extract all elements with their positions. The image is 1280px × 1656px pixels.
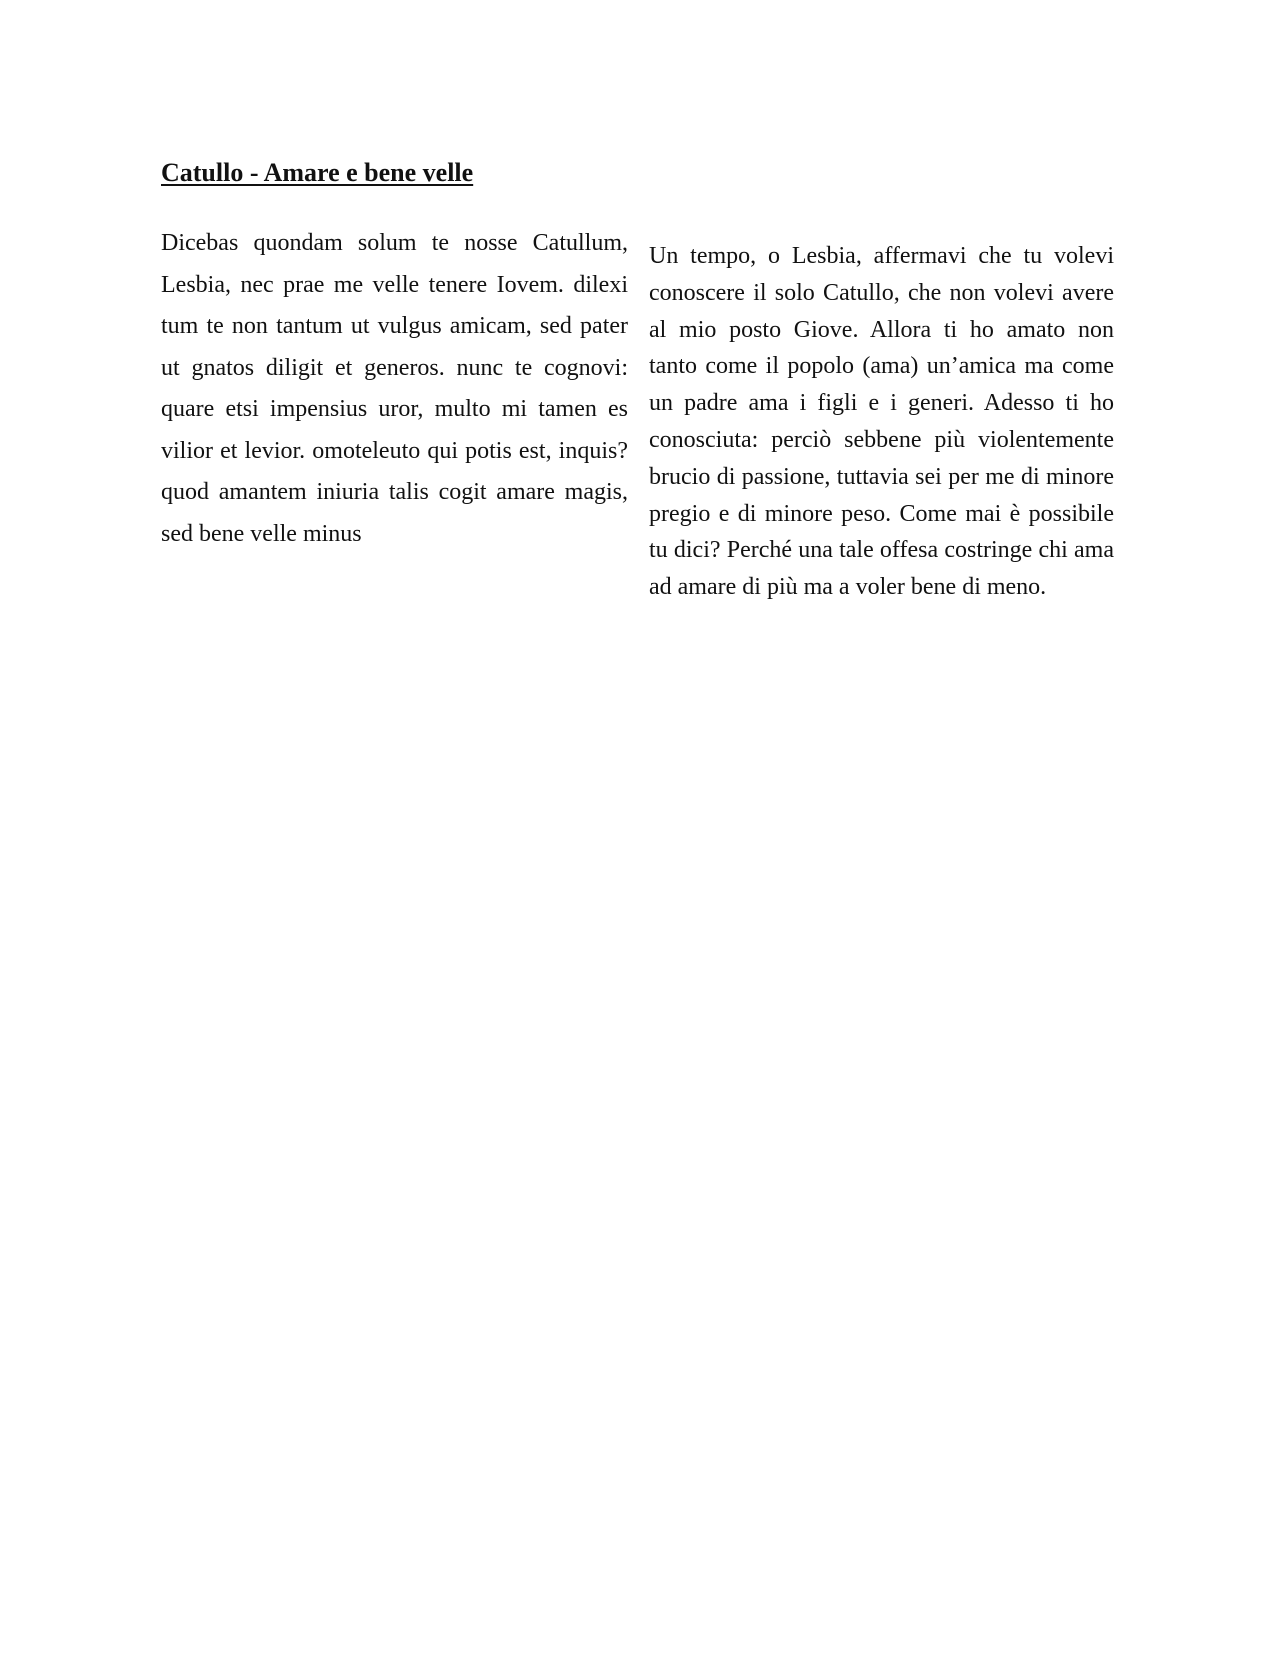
latin-text-column: Dicebas quondam solum te nosse Catullum, Lesbia, nec prae me velle tenere Iovem. dilexi tum te non tantum ut vulgus amicam, sed pater ut gnatos diligit et generos. nunc te cognovi: quare etsi impensius uror, multo mi tamen es vilior et levior. omoteleuto qui potis est, inquis? quod amantem iniuria talis cogit amare magis, sed bene velle minus bbox=[161, 230, 628, 547]
italian-translation-column: Un tempo, o Lesbia, affermavi che tu volevi conoscere il solo Catullo, che non volevi avere al mio posto Giove. Allora ti ho amato non tanto come il popolo (ama) un’amica ma come un padre ama i figli e i generi. Adesso ti ho conosciuta: perciò sebbene più violentemente brucio di passione, tuttavia sei per me di minore pregio e di minore peso. Come mai è possibile tu dici? Perché una tale offesa costringe chi ama ad amare di più ma a voler bene di meno. bbox=[649, 243, 1114, 601]
document-title: Catullo - Amare e bene velle bbox=[161, 158, 474, 187]
